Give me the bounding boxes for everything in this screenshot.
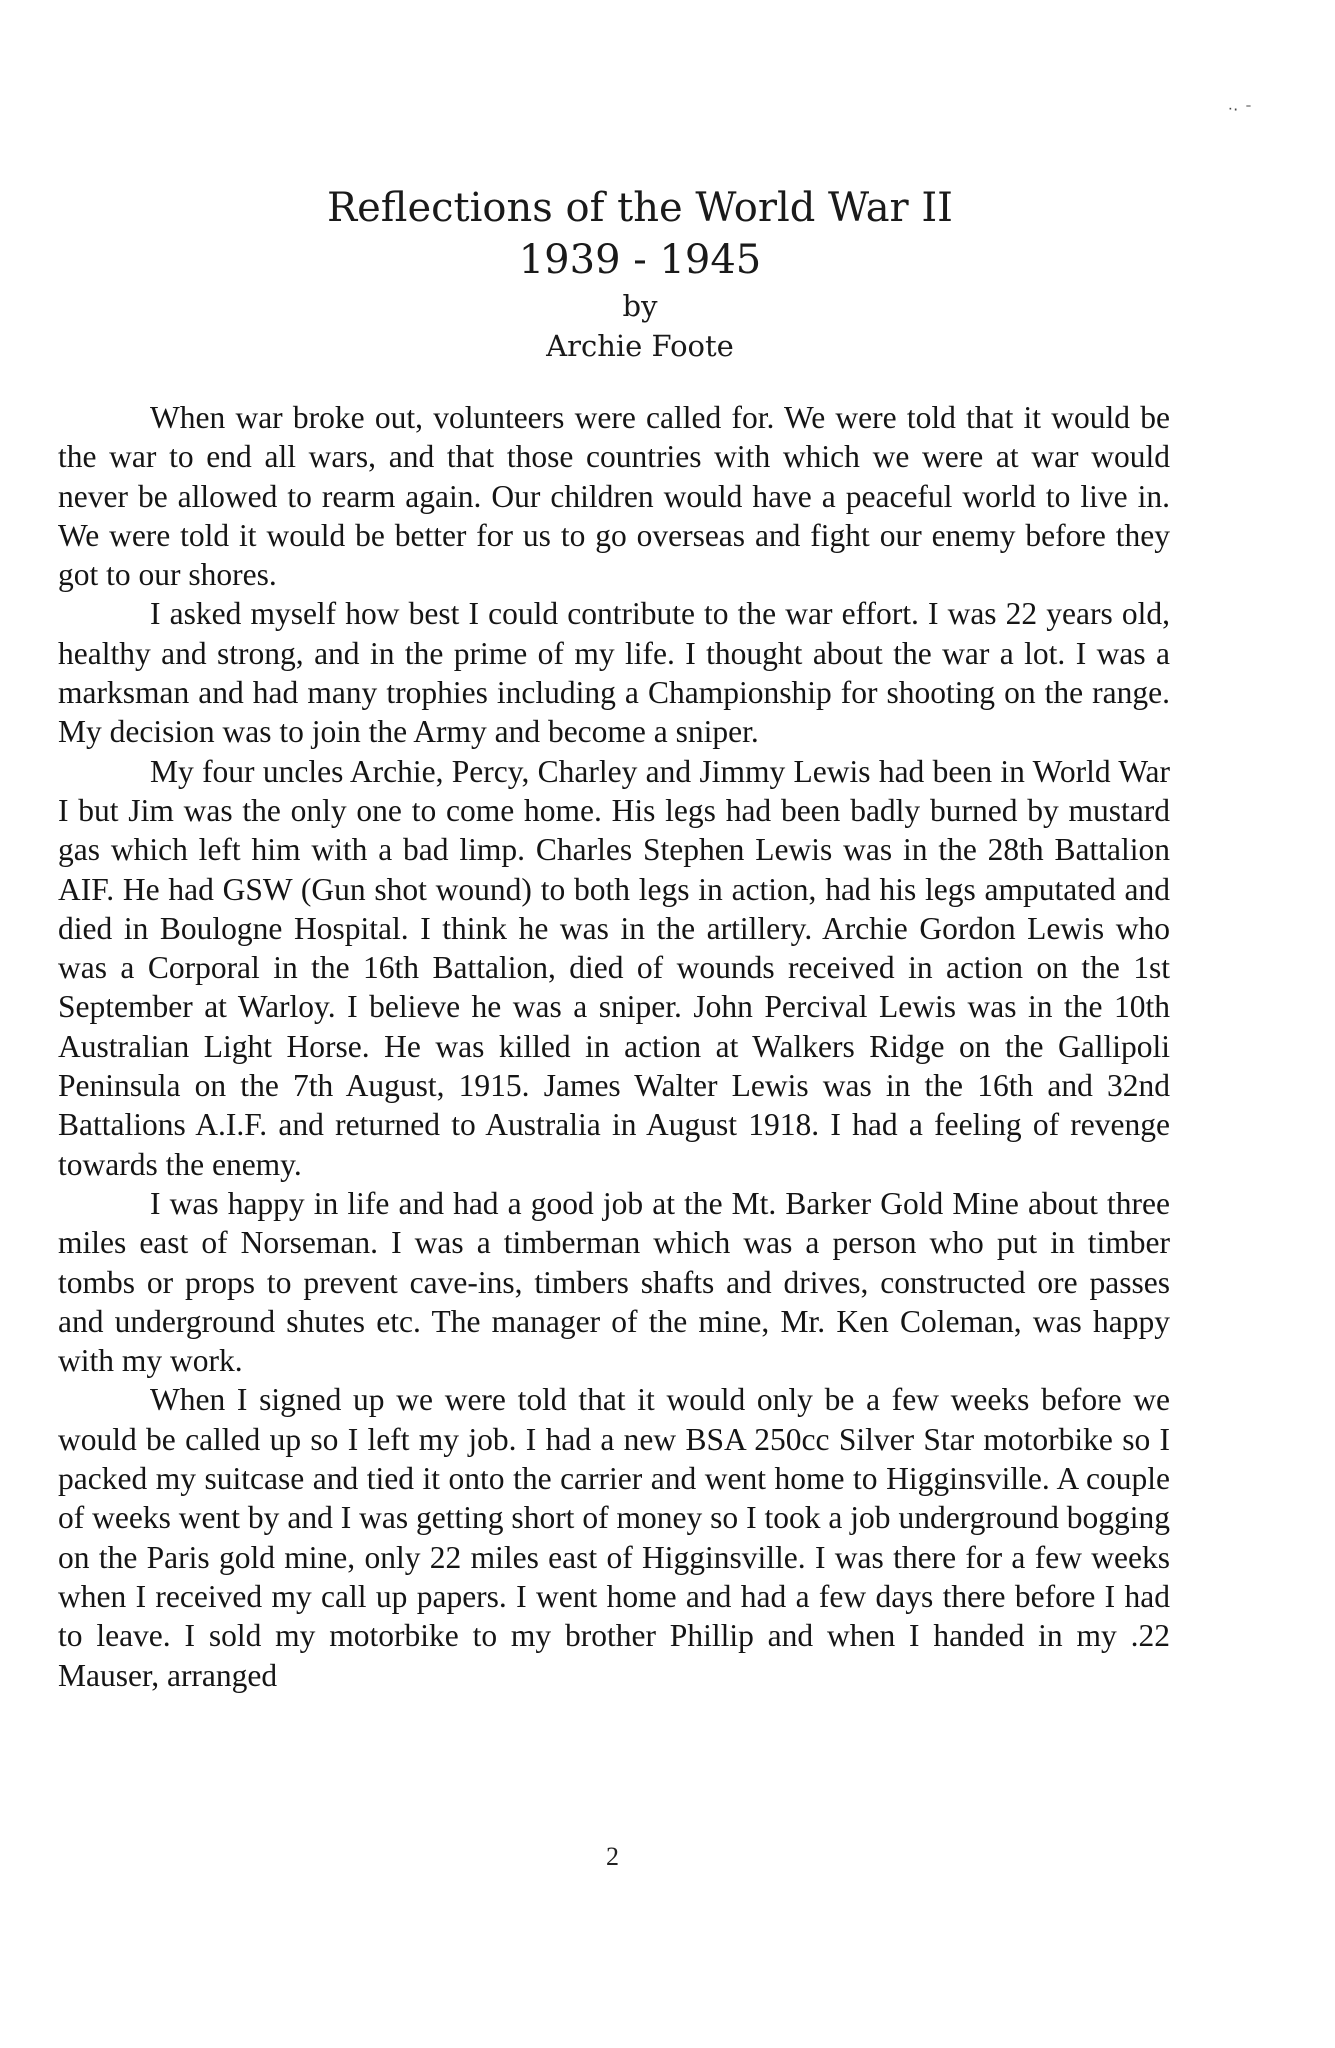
author-name: Archie Foote (546, 329, 734, 363)
paragraph: I asked myself how best I could contribute to the war effort. I was 22 years old, healthy and strong, and in the prime of my life. I thought about the war a lot. I was a marksman and had many trophies including a Championship for shooting on the range. My decision was to join the Army and become a sniper. (58, 596, 1170, 750)
document-years: 1939 - 1945 (518, 237, 762, 283)
paragraph: When I signed up we were told that it would only be a few weeks before we would be called up so I left my job. I had a new BSA 250cc Silver Star motorbike so I packed my suitcase and tied it onto the carrier and went home to Higginsville. A couple of weeks went by and I was getting short of money so I took a job underground bogging on the Paris gold mine, only 22 miles east of Higginsville. I was there for a few weeks when I received my call up papers. I went home and had a few days there before I had to leave. I sold my motorbike to my brother Phillip and when I handed in my .22 Mauser, arranged (58, 1382, 1170, 1693)
body-text (58, 398, 1170, 1695)
paragraph: My four uncles Archie, Percy, Charley and Jimmy Lewis had been in World War I but Jim was the only one to come home. His legs had been badly burned by mustard gas which left him with a bad limp. Charles Stephen Lewis was in the 28th Battalion AIF. He had GSW (Gun shot wound) to both legs in action, had his legs amputated and died in Boulogne Hospital. I think he was in the artillery. Archie Gordon Lewis who was a Corporal in the 16th Battalion, died of wounds received in action on the 1st September at Warloy. I believe he was a sniper. John Percival Lewis was in the 10th Australian Light Horse. He was killed in action at Walkers Ridge on the Gallipoli Peninsula on the 7th August, 1915. James Walter Lewis was in the 16th and 32nd Battalions A.I.F. and returned to Australia in August 1918. I had a feeling of revenge towards the enemy. (58, 753, 1170, 1182)
byline-label: by (622, 289, 658, 323)
page-number: 2 (606, 1842, 619, 1871)
corner-scan-mark: ᐧ· ᐨ (1228, 100, 1253, 119)
document-title: Reflections of the World War II (327, 185, 953, 231)
paragraph: When war broke out, volunteers were called for. We were told that it would be the war to end all wars, and that those countries with which we were at war would never be allowed to rearm again. Our children would have a peaceful world to live in. We were told it would be better for us to go overseas and fight our enemy before they got to our shores. (58, 400, 1170, 593)
paragraph: I was happy in life and had a good job at the Mt. Barker Gold Mine about three miles east of Norseman. I was a timberman which was a person who put in timber tombs or props to prevent cave-ins, timbers shafts and drives, constructed ore passes and underground shutes etc. The manager of the mine, Mr. Ken Coleman, was happy with my work. (58, 1185, 1170, 1379)
document-header (0, 182, 1280, 366)
